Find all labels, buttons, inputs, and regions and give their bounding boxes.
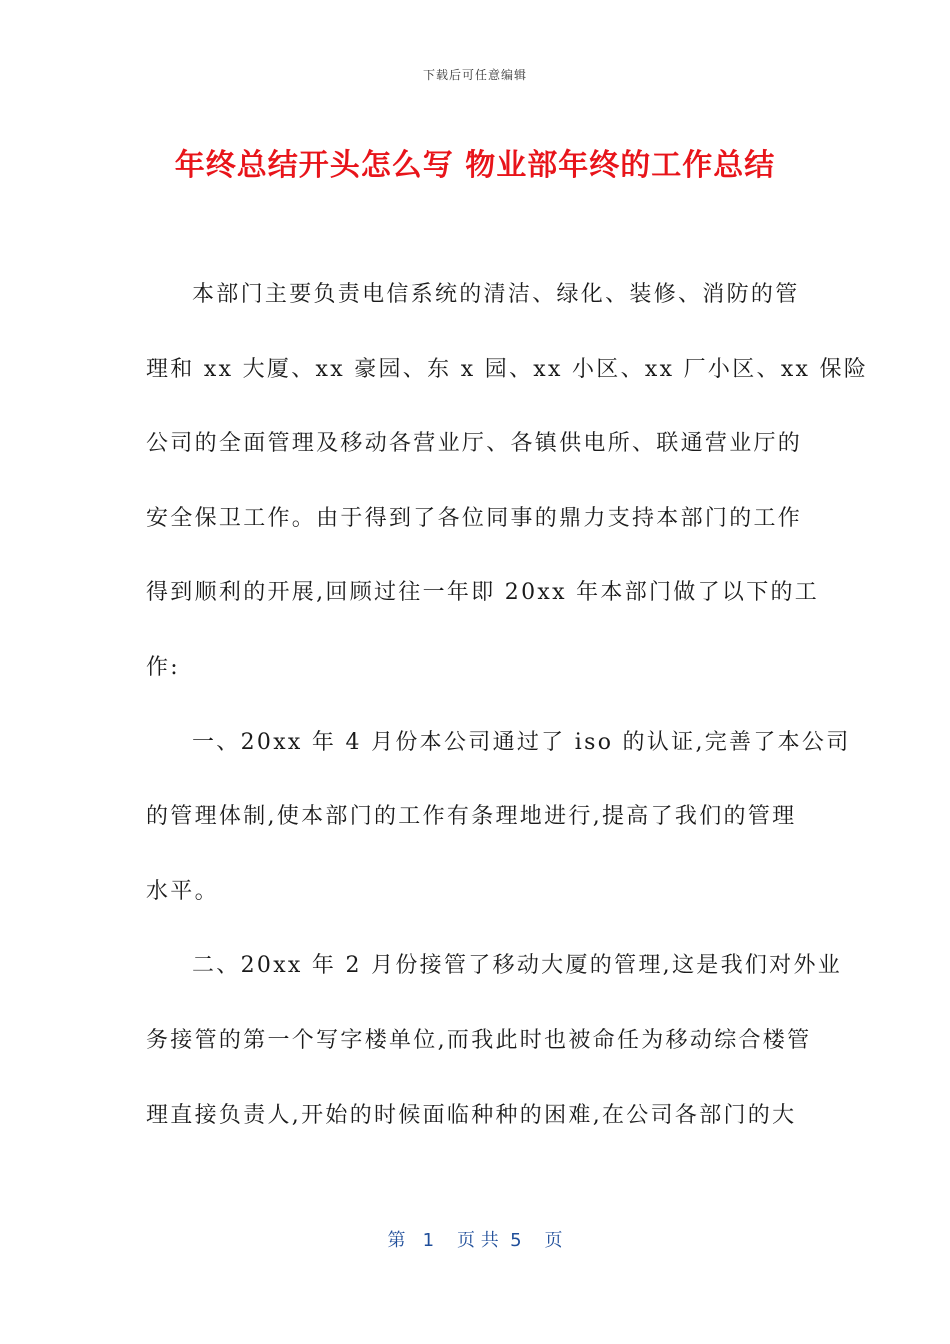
body-line: 本部门主要负责电信系统的清洁、绿化、装修、消防的管 xyxy=(192,282,800,307)
body-line: 务接管的第一个写字楼单位,而我此时也被命任为移动综合楼管 xyxy=(146,1027,812,1053)
header-note: 下载后可任意编辑 xyxy=(422,68,527,82)
body-line: 公司的全面管理及移动各营业厅、各镇供电所、联通营业厅的 xyxy=(146,431,803,457)
page-number-footer: 第 1 页 共 5 页 xyxy=(387,1230,563,1251)
body-line: 水平。 xyxy=(146,878,219,904)
document-body xyxy=(146,258,869,1153)
body-line: 的管理体制,使本部门的工作有条理地进行,提高了我们的管理 xyxy=(146,804,797,830)
document-title: 年终总结开头怎么写 物业部年终的工作总结 xyxy=(174,148,776,183)
body-line: 一、20xx 年 4 月份本公司通过了 iso 的认证,完善了本公司 xyxy=(192,729,851,755)
body-line: 安全保卫工作。由于得到了各位同事的鼎力支持本部门的工作 xyxy=(146,505,803,531)
body-line: 得到顺利的开展,回顾过往一年即 20xx 年本部门做了以下的工 xyxy=(146,580,820,606)
body-line: 作: xyxy=(146,654,181,680)
body-line: 理直接负责人,开始的时候面临种种的困难,在公司各部门的大 xyxy=(146,1102,797,1128)
body-line: 二、20xx 年 2 月份接管了移动大厦的管理,这是我们对外业 xyxy=(192,953,843,979)
body-line: 理和 xx 大厦、xx 豪园、东 x 园、xx 小区、xx 厂小区、xx 保险 xyxy=(146,356,869,382)
